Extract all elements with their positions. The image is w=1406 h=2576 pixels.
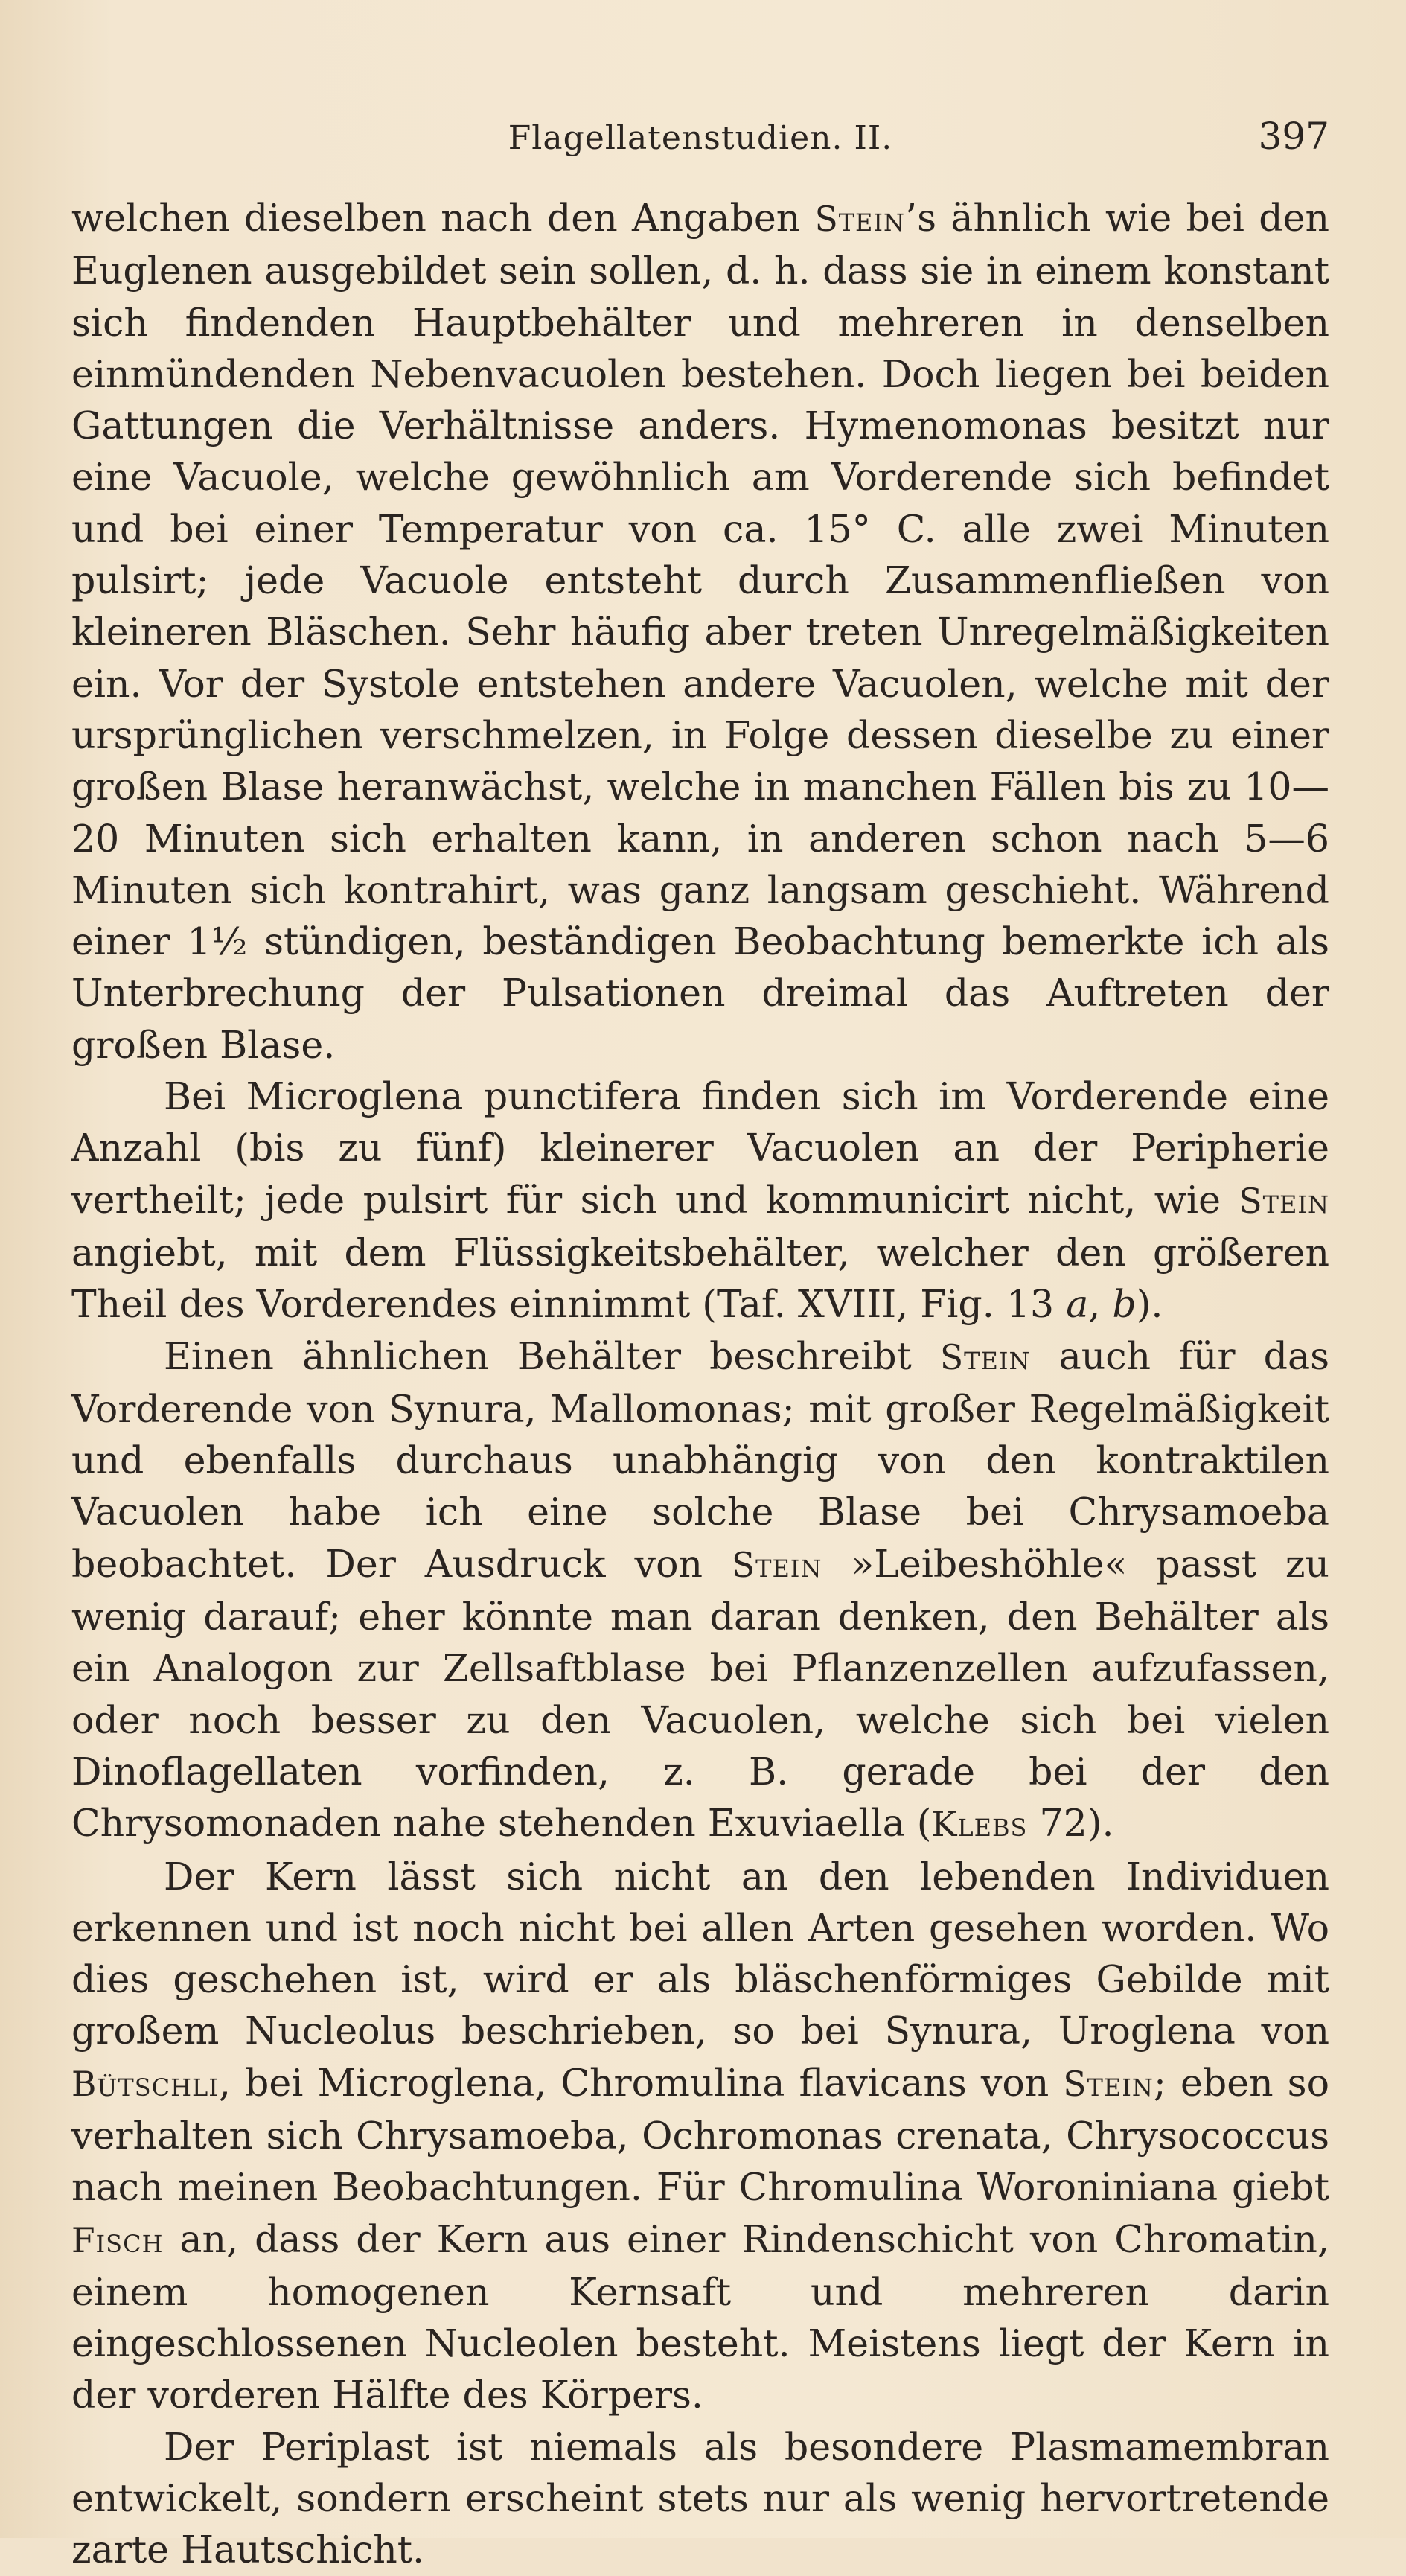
paragraph bbox=[71, 2421, 1329, 2576]
author-name: Stein bbox=[814, 200, 906, 239]
author-name: Fisch bbox=[71, 2220, 164, 2260]
author-name: Stein bbox=[939, 1337, 1031, 1377]
text-run: Einen ähnlichen Behälter beschreibt bbox=[164, 1333, 940, 1378]
text-run: Der Periplast ist niemals als besondere Plasmamembran entwickelt, sondern erscheint stets nur als wenig hervortretende zarte Hautschicht. bbox=[71, 2424, 1329, 2572]
text-run: , bbox=[1088, 1282, 1113, 1327]
page-number: 397 bbox=[1258, 115, 1329, 158]
text-run: ’s ähnlich wie bei den Euglenen ausgebildet sein sollen, d. h. dass sie in einem konstant sich findenden Hauptbehälter und mehreren in denselben einmündenden Nebenvacuolen bestehen. Doch liegen bei beiden Gattungen die Verhältnisse anders. Hymenomonas besitzt nur eine Vacuole, welche gewöhnlich am Vorderende sich befindet und bei einer Temperatur von ca. 15° C. alle zwei Minuten pulsirt; jede Vacuole entsteht durch Zusammenfließen von kleineren Bläschen. Sehr häufig aber treten Unregelmäßigkeiten ein. Vor der Systole entstehen andere Vacuolen, welche mit der ursprünglichen verschmelzen, in Folge dessen dieselbe zu einer großen Blase heranwächst, welche in manchen Fällen bis zu 10—20 Minuten sich erhalten kann, in anderen schon nach 5—6 Minuten sich kontrahirt, was ganz langsam geschieht. Während einer 1½ stündigen, beständigen Beobachtung bemerkte ich als Unterbrechung der Pulsationen dreimal das Auftreten der großen Blase. bbox=[71, 196, 1329, 1067]
paragraph bbox=[71, 1071, 1329, 1330]
body-text bbox=[71, 192, 1329, 2576]
author-name: Stein bbox=[1063, 2064, 1154, 2104]
text-run: , bei Microglena, Chromulina flavicans von bbox=[218, 2060, 1064, 2105]
paragraph bbox=[71, 192, 1329, 1071]
text-run: Der Kern lässt sich nicht an den lebenden Individuen erkennen und ist noch nicht bei allen Arten gesehen worden. Wo dies geschehen ist, wird er als bläschenförmiges Gebilde mit großem Nucleolus beschrieben, so bei Synura, Uroglena von bbox=[71, 1854, 1329, 2053]
text-run: welchen dieselben nach den Angaben bbox=[71, 196, 815, 240]
text-run: »Leibeshöhle« passt zu wenig darauf; eher könnte man daran denken, den Behälter als ein Analogon zur Zellsaftblase bei Pflanzenzellen aufzufassen, oder noch besser zu den Vacuolen, welche sich bei vielen Dinoflagellaten vorfinden, z. B. gerade bei der den Chrysomonaden nahe stehenden Exuviaella ( bbox=[71, 1541, 1329, 1846]
paragraph bbox=[71, 1330, 1329, 1851]
author-name: Klebs bbox=[931, 1805, 1028, 1845]
figure-label: a bbox=[1066, 1282, 1089, 1327]
text-run: angiebt, mit dem Flüssigkeitsbehälter, welcher den größeren Theil des Vorderendes einnimmt (Taf. XVIII, Fig. 13 bbox=[71, 1230, 1329, 1327]
page-header bbox=[71, 110, 1329, 170]
figure-label: b bbox=[1112, 1282, 1137, 1327]
text-run: 72). bbox=[1027, 1801, 1114, 1846]
paragraph bbox=[71, 1851, 1329, 2421]
text-run: ). bbox=[1136, 1282, 1163, 1327]
author-name: Stein bbox=[1239, 1181, 1329, 1221]
text-run: an, dass der Kern aus einer Rindenschicht von Chromatin, einem homogenen Kernsaft und mehreren darin eingeschlossenen Nucleolen besteht. Meistens liegt der Kern in der vorderen Hälfte des Körpers. bbox=[71, 2216, 1329, 2417]
text-run: ; eben so verhalten sich Chrysamoeba, Ochromonas crenata, Chrysococcus nach meinen Beobachtungen. Für Chromulina Woroniniana giebt bbox=[71, 2060, 1330, 2210]
running-title: Flagellatenstudien. II. bbox=[508, 119, 893, 157]
text-run: auch für das Vorderende von Synura, Mallomonas; mit großer Regelmäßigkeit und ebenfalls durchaus unabhängig von den kontraktilen Vacuolen habe ich eine solche Blase bei Chrysamoeba beobachtet. Der Ausdruck von bbox=[71, 1333, 1329, 1586]
author-name: Bütschli bbox=[71, 2064, 219, 2104]
text-run: Bei Microglena punctifera finden sich im Vorderende eine Anzahl (bis zu fünf) kleinerer Vacuolen an der Peripherie vertheilt; jede pulsirt für sich und kommunicirt nicht, wie bbox=[71, 1074, 1329, 1222]
author-name: Stein bbox=[731, 1545, 822, 1585]
